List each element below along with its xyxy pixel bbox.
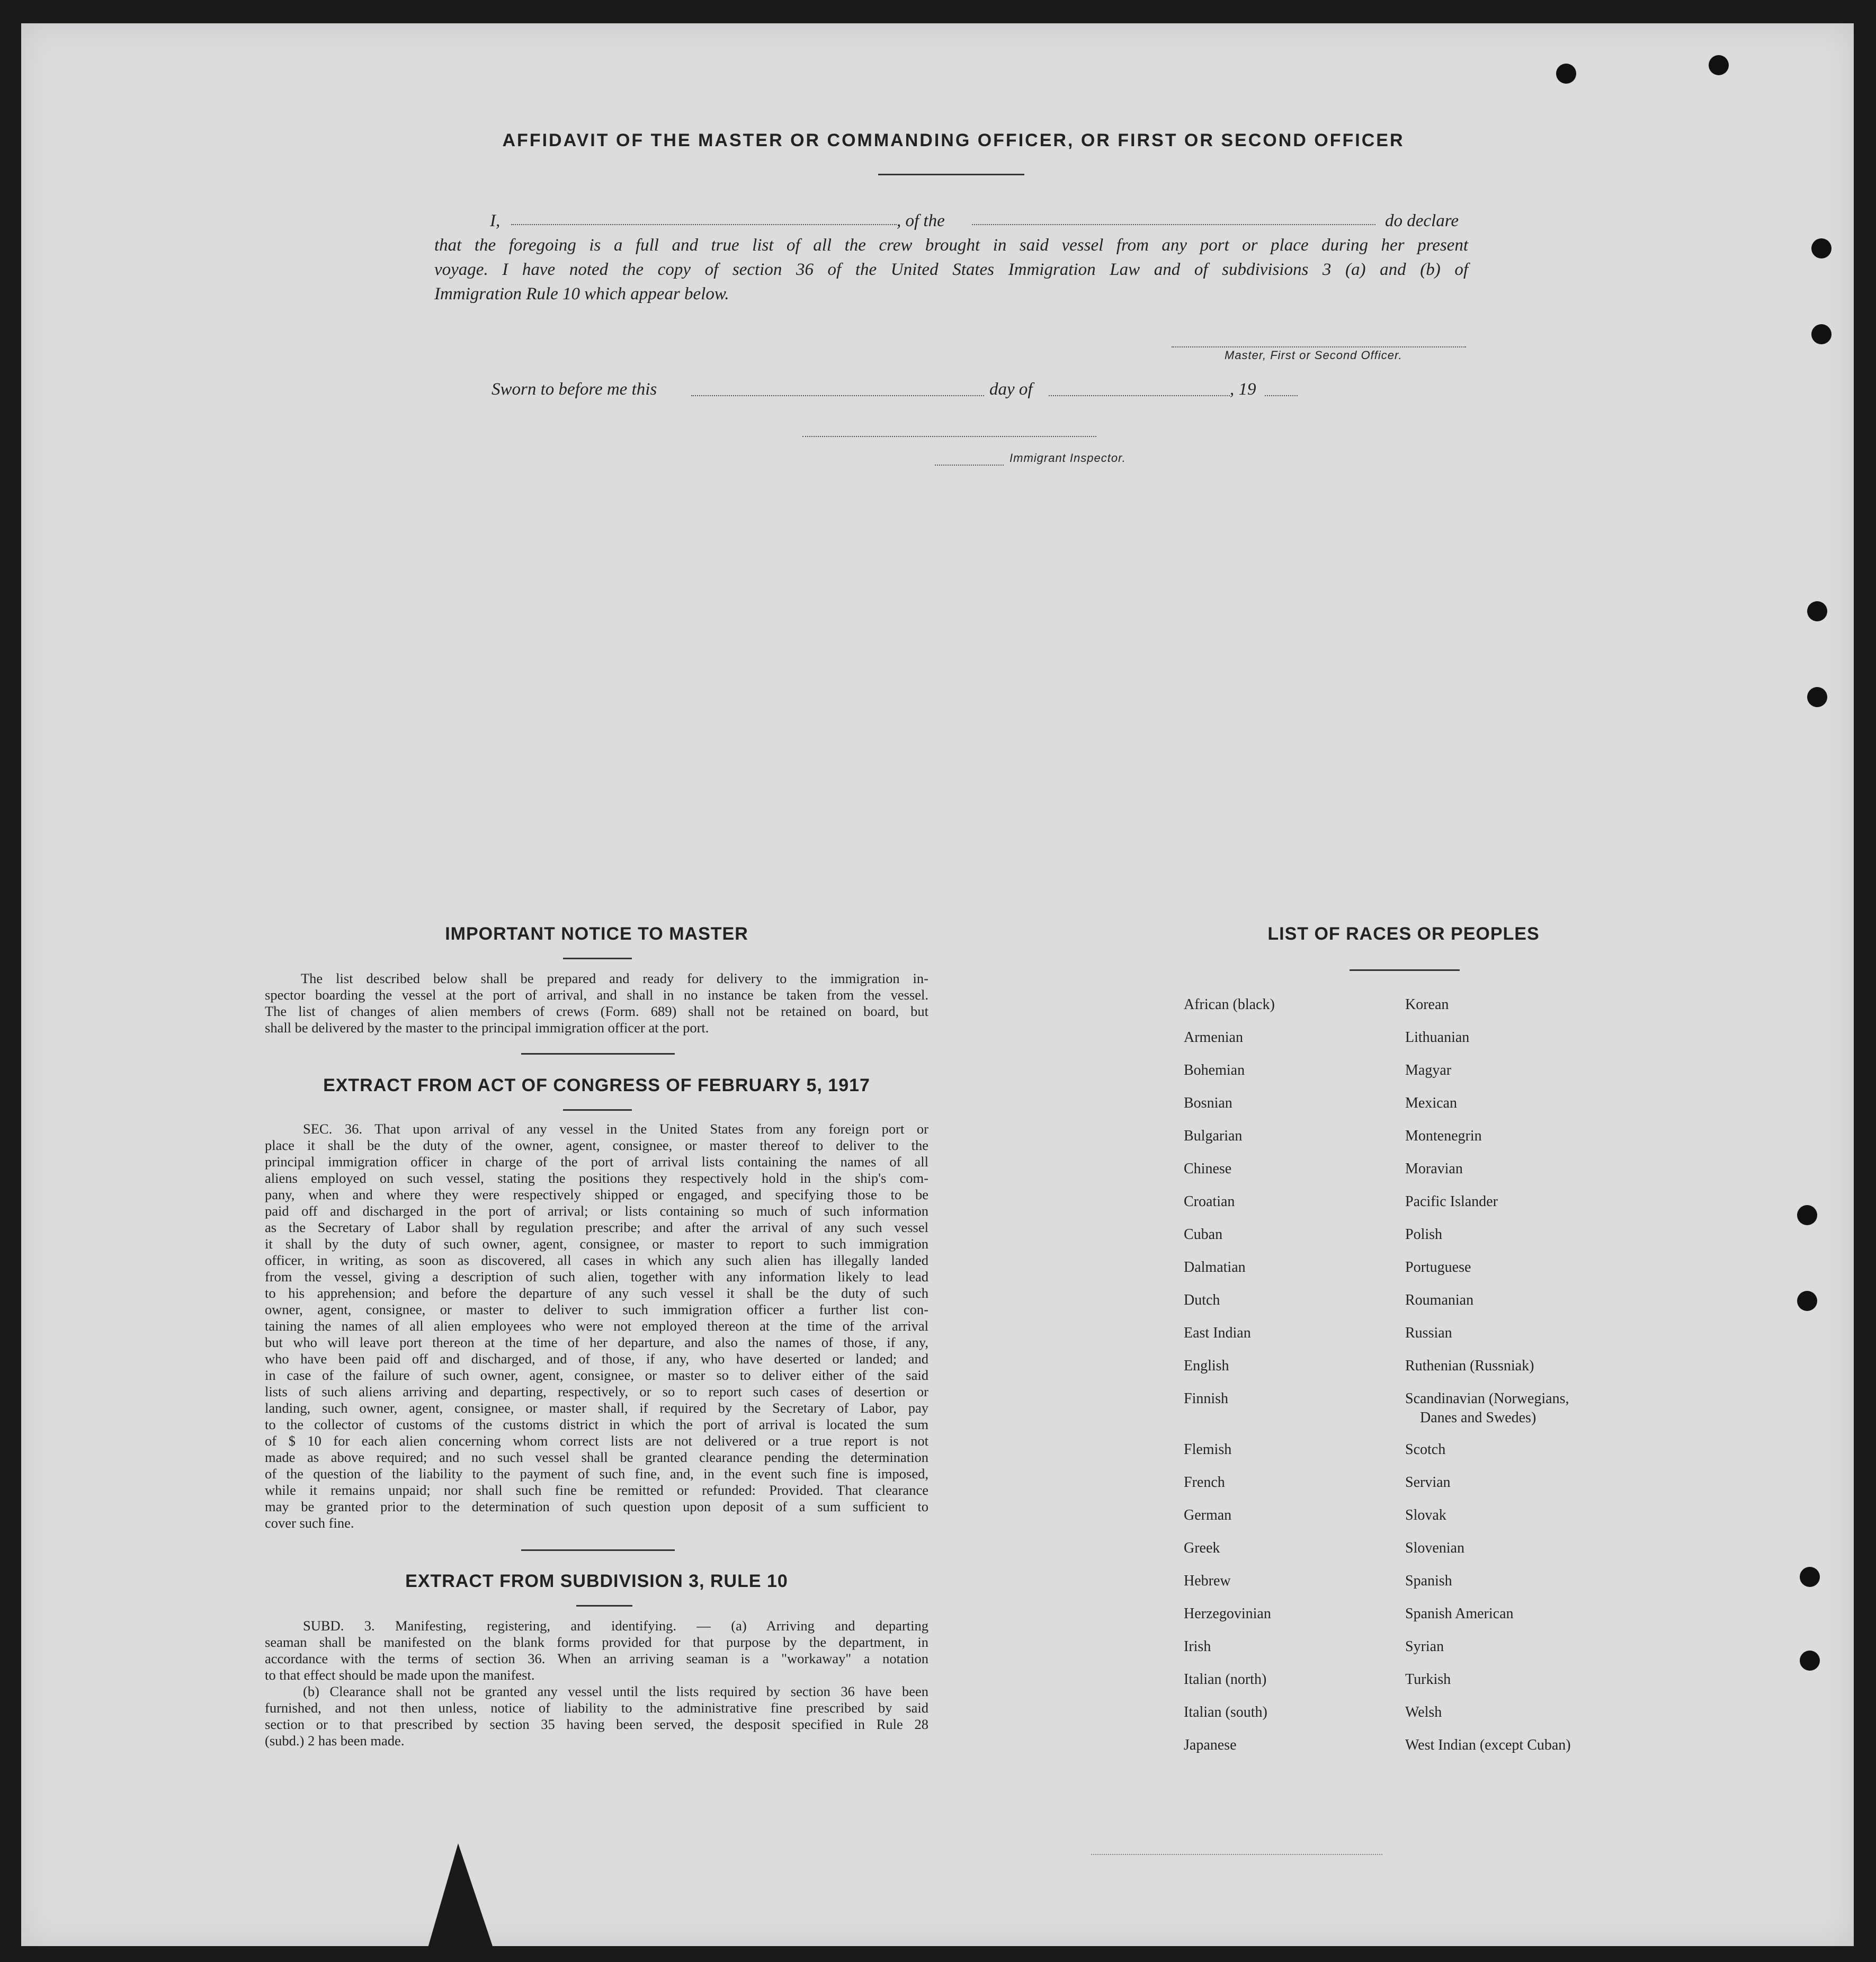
race-item: Bosnian (1184, 1095, 1232, 1111)
inspector-signature-field[interactable] (802, 436, 1096, 437)
notice-separator (521, 1053, 675, 1055)
sworn-year-field[interactable] (1265, 395, 1298, 396)
race-item: West Indian (except Cuban) (1405, 1737, 1571, 1753)
torn-corner (403, 1843, 508, 1962)
race-item: Slovenian (1405, 1540, 1464, 1556)
vessel-name-field[interactable] (972, 224, 1375, 225)
sworn-year-prefix: , 19 (1230, 380, 1256, 399)
title-rule (878, 174, 1024, 175)
punch-hole (1797, 1205, 1817, 1225)
rule-line: SUBD. 3. Manifesting, registering, and identifying. — (a) Arriving and departing (303, 1618, 928, 1634)
act-line: may be granted prior to the determination of such question upon deposit of a sum sufficient to (265, 1499, 928, 1514)
race-item: Bohemian (1184, 1062, 1245, 1078)
rule-line: (b) Clearance shall not be granted any vessel until the lists required by section 36 have been (303, 1683, 928, 1699)
race-item: Scotch (1405, 1441, 1446, 1458)
sworn-prefix: Sworn to before me this (492, 380, 657, 399)
race-item: Moravian (1405, 1161, 1463, 1177)
act-line: lists of such aliens arriving and departing, respectively, or so to report such cases of desertion or (265, 1384, 928, 1399)
race-item: English (1184, 1358, 1229, 1374)
race-item: Roumanian (1405, 1292, 1474, 1308)
race-item: German (1184, 1507, 1232, 1523)
punch-hole (1811, 324, 1832, 344)
faint-dotted-line (1091, 1854, 1382, 1855)
punch-hole (1800, 1651, 1820, 1671)
act-line: owner, agent, consignee, or master to deliver to such immigration officer a further list con- (265, 1301, 928, 1317)
rule-extract-body (265, 1618, 928, 1749)
race-item: Armenian (1184, 1029, 1243, 1046)
vessel-prefix: , of the (897, 211, 945, 230)
act-line: officer, in writing, as soon as discovered, all cases in which any such alien has illegally landed (265, 1252, 928, 1268)
race-item: Lithuanian (1405, 1029, 1470, 1046)
act-extract-title: EXTRACT FROM ACT OF CONGRESS OF FEBRUARY 5, 1917 (323, 1075, 870, 1095)
act-line: of the question of the liability to the payment of such fine, and, in the event such fine is imposed, (265, 1466, 928, 1482)
inspector-caption: Immigrant Inspector. (1010, 451, 1126, 465)
act-line: in case of the failure of such owner, agent, consignee, or master so to deliver either of the said (265, 1367, 928, 1383)
race-item: Welsh (1405, 1704, 1442, 1720)
race-item: East Indian (1184, 1325, 1251, 1341)
races-title-rule (1350, 969, 1460, 971)
act-line: to the collector of customs of the customs district in which the port of arrival is located the sum (265, 1416, 928, 1432)
declarant-name-field[interactable] (511, 224, 897, 225)
notice-title: IMPORTANT NOTICE TO MASTER (445, 924, 748, 944)
act-line: landing, such owner, agent, consignee, or master shall, if required by the Secretary of Labor, pay (265, 1400, 928, 1416)
rule-line: section or to that prescribed by section 35 having been served, the desposit specified in Rule 28 (265, 1716, 928, 1732)
race-item: Mexican (1405, 1095, 1457, 1111)
race-item: Chinese (1184, 1161, 1232, 1177)
race-item: Cuban (1184, 1226, 1223, 1243)
declaration-line-4: Immigration Rule 10 which appear below. (434, 284, 729, 304)
act-line: made as above required; and no such vessel shall be granted clearance pending the determination (265, 1449, 928, 1465)
act-line: but who will leave port thereon at the time of her departure, and also the names of those, if any, (265, 1334, 928, 1350)
master-signature-caption: Master, First or Second Officer. (1225, 349, 1402, 362)
declaration-line-2: that the foregoing is a full and true list of all the crew brought in said vessel from any port or place during her present (434, 236, 1468, 255)
race-item: Spanish (1405, 1573, 1452, 1589)
sworn-day-field[interactable] (691, 395, 984, 396)
race-item: Irish (1184, 1638, 1211, 1655)
rule-title-rule (576, 1605, 632, 1607)
race-item: Herzegovinian (1184, 1606, 1271, 1622)
race-item: Croatian (1184, 1193, 1235, 1210)
sworn-day-of: day of (989, 380, 1033, 399)
race-item: Pacific Islander (1405, 1193, 1498, 1210)
race-item: Ruthenian (Russniak) (1405, 1358, 1534, 1374)
race-item: African (black) (1184, 996, 1275, 1013)
act-line: of $ 10 for each alien concerning whom correct lists are not delivered or a true report is not (265, 1433, 928, 1449)
race-item: Slovak (1405, 1507, 1446, 1523)
race-item: Japanese (1184, 1737, 1237, 1753)
affidavit-title: AFFIDAVIT OF THE MASTER OR COMMANDING OFFICER, OR FIRST OR SECOND OFFICER (502, 130, 1405, 150)
rule-extract-title: EXTRACT FROM SUBDIVISION 3, RULE 10 (405, 1571, 788, 1591)
race-item: Servian (1405, 1474, 1451, 1491)
race-item: Flemish (1184, 1441, 1232, 1458)
punch-hole (1709, 55, 1729, 75)
punch-hole (1807, 687, 1827, 707)
race-item: Montenegrin (1405, 1128, 1482, 1144)
punch-hole (1800, 1567, 1820, 1587)
act-line: taining the names of all alien employees who were not employed thereon at the time of the arrival (265, 1318, 928, 1334)
notice-line: The list of changes of alien members of crews (Form. 689) shall not be retained on board, but (265, 1003, 928, 1019)
race-item: Russian (1405, 1325, 1452, 1341)
act-line: place it shall be the duty of the owner, agent, consignee, or master thereof to deliver to the (265, 1137, 928, 1153)
notice-line: shall be delivered by the master to the principal immigration officer at the port. (265, 1020, 709, 1036)
declaration-line-3: voyage. I have noted the copy of section 36 of the United States Immigration Law and of subdivisions 3 (a) and (b) of (434, 260, 1468, 279)
act-separator (521, 1549, 675, 1551)
act-line: SEC. 36. That upon arrival of any vessel in the United States from any foreign port or (303, 1121, 928, 1137)
races-title: LIST OF RACES OR PEOPLES (1267, 924, 1540, 944)
race-item: Turkish (1405, 1671, 1451, 1688)
punch-hole (1556, 64, 1576, 84)
act-line: as the Secretary of Labor shall by regulation prescribe; and after the arrival of any such vessel (265, 1219, 928, 1235)
act-line: cover such fine. (265, 1515, 354, 1531)
race-item: Portuguese (1405, 1259, 1471, 1276)
race-item: Dutch (1184, 1292, 1220, 1308)
race-item-continuation: Danes and Swedes) (1420, 1410, 1536, 1426)
notice-body (265, 970, 928, 1036)
act-line: pany, when and where they were respectively shipped or engaged, and specifying those to be (265, 1187, 928, 1202)
race-item: Dalmatian (1184, 1259, 1246, 1276)
rule-line: (subd.) 2 has been made. (265, 1733, 405, 1749)
notice-line: spector boarding the vessel at the port of arrival, and shall in no instance be taken from the vessel. (265, 987, 928, 1003)
act-extract-body (265, 1121, 928, 1531)
race-item: Syrian (1405, 1638, 1444, 1655)
race-item: Korean (1405, 996, 1449, 1013)
punch-hole (1811, 238, 1832, 258)
act-line: while it remains unpaid; nor shall such fine be remitted or refunded: Provided. That clearance (265, 1482, 928, 1498)
act-title-rule (563, 1109, 632, 1111)
inspector-dotted-lead (935, 465, 1004, 466)
race-item: Italian (north) (1184, 1671, 1267, 1688)
race-item: French (1184, 1474, 1225, 1491)
race-item: Hebrew (1184, 1573, 1231, 1589)
act-line: it shall by the duty of such owner, agent, consignee, or master to report to such immigration (265, 1236, 928, 1252)
race-item: Scandinavian (Norwegians, (1405, 1390, 1569, 1407)
act-line: principal immigration officer in charge of the port of arrival lists containing the names of all (265, 1154, 928, 1170)
race-item: Magyar (1405, 1062, 1452, 1078)
race-item: Polish (1405, 1226, 1443, 1243)
declarant-prefix: I, (490, 211, 501, 230)
act-line: from the vessel, giving a description of such alien, together with any information likely to lead (265, 1269, 928, 1285)
act-line: to his apprehension; and before the departure of any such vessel it shall be the duty of such (265, 1285, 928, 1301)
act-line: who have been paid off and discharged, and of those, if any, who have deserted or landed; and (265, 1351, 928, 1367)
race-item: Greek (1184, 1540, 1220, 1556)
act-line: paid off and discharged in the port of arrival; or lists containing so much of such information (265, 1203, 928, 1219)
notice-line: The list described below shall be prepared and ready for delivery to the immigration in- (301, 970, 928, 986)
rule-line: accordance with the terms of section 36. When an arriving seaman is a "workaway" a notation (265, 1651, 928, 1666)
race-item: Bulgarian (1184, 1128, 1243, 1144)
declare-text: do declare (1385, 211, 1459, 230)
rule-line: seaman shall be manifested on the blank forms provided for that purpose by the department, in (265, 1634, 928, 1650)
notice-title-rule (563, 958, 632, 959)
act-line: aliens employed on such vessel, stating the positions they respectively hold in the ship's com- (265, 1170, 928, 1186)
race-item: Italian (south) (1184, 1704, 1267, 1720)
rule-line: to that effect should be made upon the manifest. (265, 1667, 535, 1683)
race-item: Spanish American (1405, 1606, 1514, 1622)
rule-line: furnished, and not then unless, notice of liability to the administrative fine prescribed by said (265, 1700, 928, 1716)
race-item: Finnish (1184, 1390, 1229, 1407)
punch-hole (1807, 601, 1827, 621)
sworn-month-field[interactable] (1049, 395, 1230, 396)
master-signature-field[interactable] (1172, 346, 1466, 347)
punch-hole (1797, 1291, 1817, 1311)
